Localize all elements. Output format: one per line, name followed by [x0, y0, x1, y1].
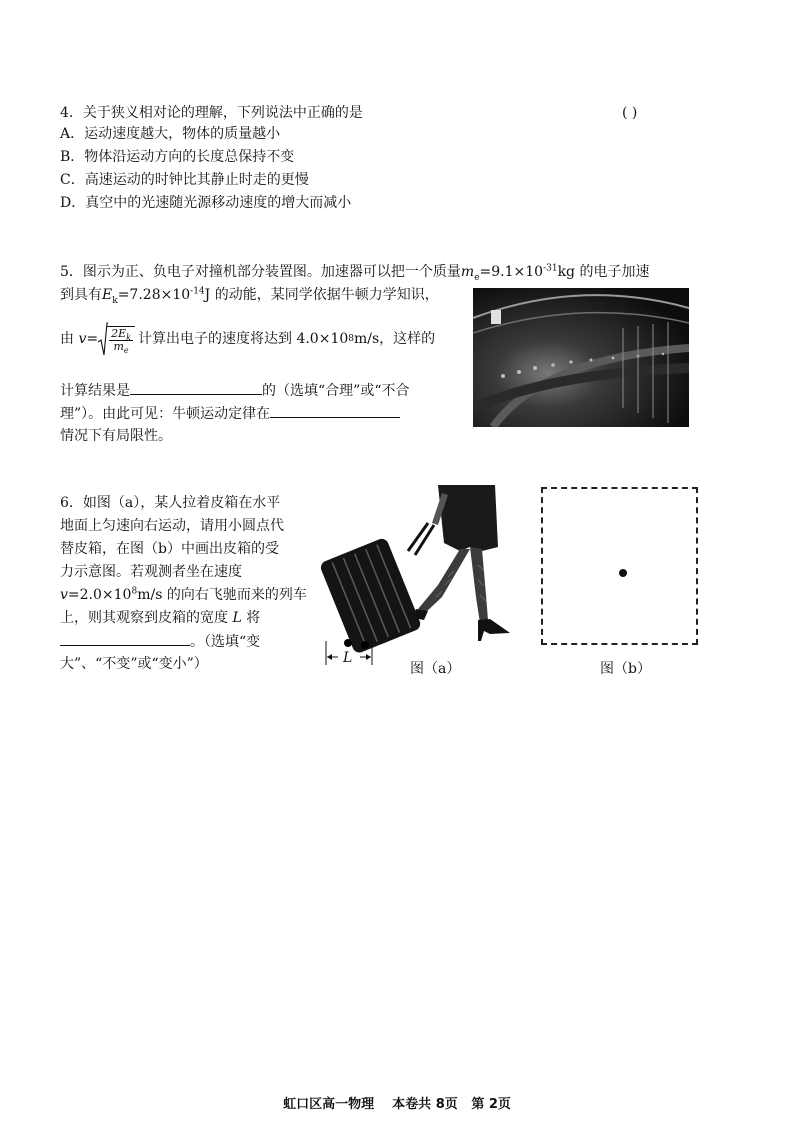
figure-a-caption: 图（a）: [410, 661, 461, 677]
q5-line-4: 计算结果是 的（选填“合理”或“不合: [60, 380, 409, 401]
figure-b-caption: 图（b）: [600, 661, 651, 677]
q5-formula-line: 由 v = $\frac{2E_k}{m_e}$ 计算出电子的速度将达到 4.0×10 8 m/s，这样的: [60, 322, 435, 356]
q4-option-a: A．运动速度越大，物体的质量越小: [60, 126, 281, 142]
page-footer: 虹口区高一物理 本卷共 8页 第 2页: [283, 1097, 511, 1112]
q4-answer-parentheses: ( ): [622, 105, 638, 121]
q6-line-4: 力示意图。若观测者坐在速度: [60, 564, 242, 580]
q4-option-b: B．物体沿运动方向的长度总保持不变: [60, 149, 295, 165]
sqrt-formula: [98, 322, 135, 356]
suitcase-dot: [619, 569, 627, 577]
collider-tunnel-photo: [473, 288, 689, 427]
velocity-fraction: $\frac{2E_k}{m_e}$: [111, 326, 131, 355]
q5-line-6: 情况下有局限性。: [60, 428, 172, 444]
q5-answer-blank-1[interactable]: [130, 380, 262, 395]
q6-line-2: 地面上匀速向右运动，请用小圆点代: [60, 518, 284, 534]
figure-b-drawing-area[interactable]: [541, 487, 698, 645]
q6-line-8: 大”、“不变”或“变小”）: [60, 656, 208, 672]
q6-line-3: 替皮箱，在图（b）中画出皮箱的受: [60, 541, 279, 557]
q5-line-5: 理”）。由此可见：牛顿运动定律在: [60, 403, 400, 424]
q6-line-1: 6．如图（a），某人拉着皮箱在水平: [60, 495, 281, 511]
figure-a-suitcase-illustration: [320, 485, 520, 670]
width-label-L: L: [343, 650, 353, 666]
q4-stem: 4．关于狭义相对论的理解，下列说法中正确的是: [60, 105, 363, 121]
q4-option-d: D．真空中的光速随光源移动速度的增大而减小: [60, 195, 352, 211]
q5-answer-blank-2[interactable]: [270, 403, 400, 418]
q5-line-2: 到具有$E_k=7.28\times 10^{-14}J$ 的动能，某同学依据牛顿力学知识，: [60, 286, 439, 306]
q5-line-1: 5．图示为正、负电子对撞机部分装置图。加速器可以把一个质量$m_e=9.1\times 10^{-31}kg$ 的电子加速: [60, 263, 650, 283]
q6-line-6: 上，则其观察到皮箱的宽度 L 将: [60, 610, 261, 626]
q6-line-5: $v=2.0\times 10^8m/s$ 的向右飞驰而来的列车: [60, 586, 307, 603]
q6-answer-blank[interactable]: [60, 631, 190, 646]
q4-option-c: C．高速运动的时钟比其静止时走的更慢: [60, 172, 309, 188]
q6-line-7: 。（选填“变: [60, 631, 260, 652]
